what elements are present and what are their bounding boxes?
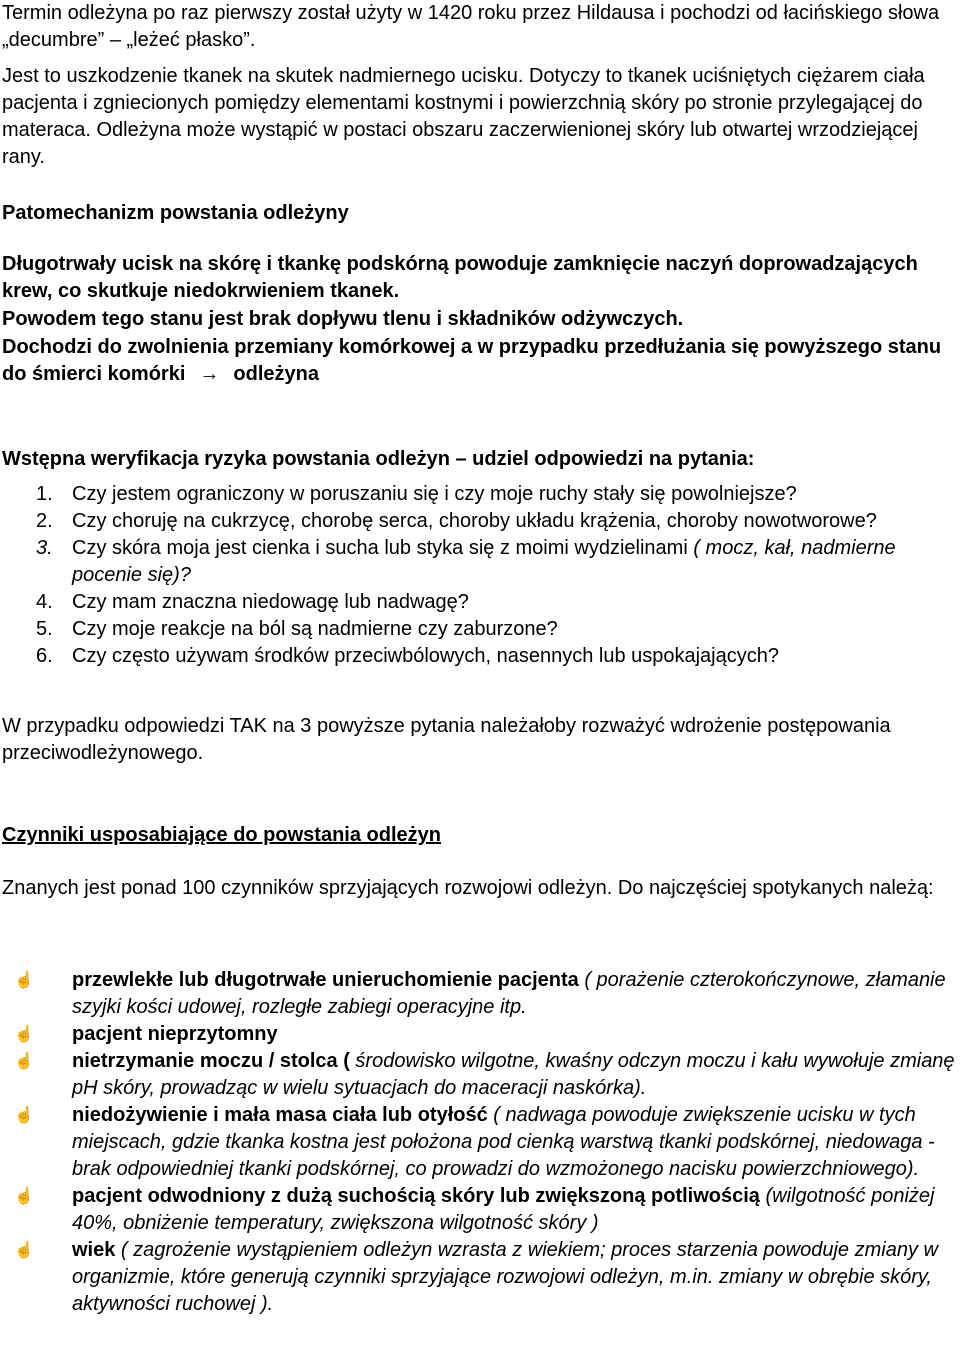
question-number: 3.: [36, 537, 53, 559]
intro-paragraph-1: Termin odleżyna po raz pierwszy został użyty w 1420 roku przez Hildausa i pochodzi od łacińskiego słowa „decumbre” – „leżeć płasko”.: [2, 2, 940, 51]
factor-details: środowisko wilgotne, kwaśny odczyn moczu i kału wywołuje zmianę pH skóry, prowadząc w wielu sytuacjach do maceracji naskórka).: [72, 1050, 955, 1099]
factor-item: [2, 1102, 958, 1183]
pointing-hand-icon: ☝: [14, 1242, 34, 1259]
factor-title: pacjent nieprzytomny: [72, 1023, 278, 1045]
factors-list: [2, 967, 958, 1318]
questions-list: [2, 481, 952, 670]
question-number: 5.: [36, 618, 53, 640]
pointing-hand-icon: ☝: [14, 972, 34, 989]
question-item: [2, 535, 952, 589]
pointing-hand-icon: ☝: [14, 1107, 34, 1124]
factor-details: (wilgotność poniżej 40%, obniżenie temperatury, zwiększona wilgotność skóry ): [72, 1185, 935, 1234]
factor-details: ( zagrożenie wystąpieniem odleżyn wzrasta z wiekiem; proces starzenia powoduje zmiany w organizmie, które generują czynniki sprzyjające rozwojowi odleżyn, m.in. zmiany w obrębie skóry, aktywności ruchowej ).: [72, 1239, 938, 1315]
question-text: Czy mam znaczna niedowagę lub nadwagę?: [72, 591, 469, 613]
factor-details: ( porażenie czterokończynowe, złamanie szyjki kości udowej, rozległe zabiegi operacyjne itp.: [72, 969, 946, 1018]
factor-item: [2, 1048, 958, 1102]
pointing-hand-icon: ☝: [14, 1188, 34, 1205]
mechanism-line-3-text: Dochodzi do zwolnienia przemiany komórkowej a w przypadku przedłużania się powyższego stanu do śmierci komórki: [2, 336, 942, 385]
question-item: [2, 589, 952, 616]
question-number: 1.: [36, 483, 53, 505]
factors-intro: Znanych jest ponad 100 czynników sprzyjających rozwojowi odleżyn. Do najczęściej spotykanych należą:: [2, 877, 934, 899]
question-number: 4.: [36, 591, 53, 613]
factor-item: [2, 1237, 958, 1318]
question-note: ( mocz, kał, nadmierne pocenie się)?: [72, 537, 896, 586]
question-number: 2.: [36, 510, 53, 532]
mechanism-heading: Patomechanizm powstania odleżyny: [2, 202, 349, 224]
factor-title: niedożywienie i mała masa ciała lub otyłość: [72, 1104, 488, 1126]
pointing-hand-icon: ☝: [14, 1026, 34, 1043]
mechanism-line-3: [2, 334, 958, 388]
factor-item: [2, 967, 958, 1021]
factor-item: [2, 1183, 958, 1237]
factor-title: nietrzymanie moczu / stolca (: [72, 1050, 350, 1072]
question-item: [2, 481, 952, 508]
question-text: Czy choruję na cukrzycę, chorobę serca, choroby układu krążenia, choroby nowotworowe?: [72, 510, 877, 532]
factor-title: pacjent odwodniony z dużą suchością skóry lub zwiększoną potliwością: [72, 1185, 760, 1207]
question-text: Czy skóra moja jest cienka i sucha lub styka się z moimi wydzielinami: [72, 537, 694, 559]
factor-title: wiek: [72, 1239, 116, 1261]
question-item: [2, 508, 952, 535]
question-item: [2, 643, 952, 670]
pointing-hand-icon: ☝: [14, 1053, 34, 1070]
factors-heading: Czynniki usposabiające do powstania odleżyn: [2, 824, 441, 846]
intro-paragraph-2: Jest to uszkodzenie tkanek na skutek nadmiernego ucisku. Dotyczy to tkanek uciśniętych ciężarem ciała pacjenta i zgniecionych pomiędzy elementami kostnymi i powierzchnią skóry po stronie przylegającej do materaca. Odleżyna może wystąpić w postaci obszaru zaczerwienionej skóry lub otwartej wrzodziejącej rany.: [2, 65, 925, 168]
mechanism-line-2: Powodem tego stanu jest brak dopływu tlenu i składników odżywczych.: [2, 308, 684, 330]
question-text: Czy moje reakcje na ból są nadmierne czy zaburzone?: [72, 618, 558, 640]
factor-item: [2, 1021, 958, 1048]
verification-heading: Wstępna weryfikacja ryzyka powstania odleżyn – udziel odpowiedzi na pytania:: [2, 448, 755, 470]
question-item: [2, 616, 952, 643]
mechanism-result: odleżyna: [233, 363, 319, 385]
factor-title: przewlekłe lub długotrwałe unieruchomienie pacjenta: [72, 969, 579, 991]
question-text: Czy często używam środków przeciwbólowych, nasennych lub uspokajających?: [72, 645, 779, 667]
arrow-right-icon: →: [199, 363, 220, 385]
question-text: Czy jestem ograniczony w poruszaniu się i czy moje ruchy stały się powolniejsze?: [72, 483, 797, 505]
verification-conclusion: W przypadku odpowiedzi TAK na 3 powyższe pytania należałoby rozważyć wdrożenie postępowania przeciwodleżynowego.: [2, 715, 891, 764]
question-number: 6.: [36, 645, 53, 667]
factor-details: ( nadwaga powoduje zwiększenie ucisku w tych miejscach, gdzie tkanka kostna jest położona pod cienką warstwą tkanki podskórnej, niedowaga - brak odpowiedniej tkanki podskórnej, co prowadzi do wzmożonego nacisku powierzchniowego).: [72, 1104, 935, 1180]
mechanism-line-1: Długotrwały ucisk na skórę i tkankę podskórną powoduje zamknięcie naczyń doprowadzających krew, co skutkuje niedokrwieniem tkanek.: [2, 253, 918, 302]
